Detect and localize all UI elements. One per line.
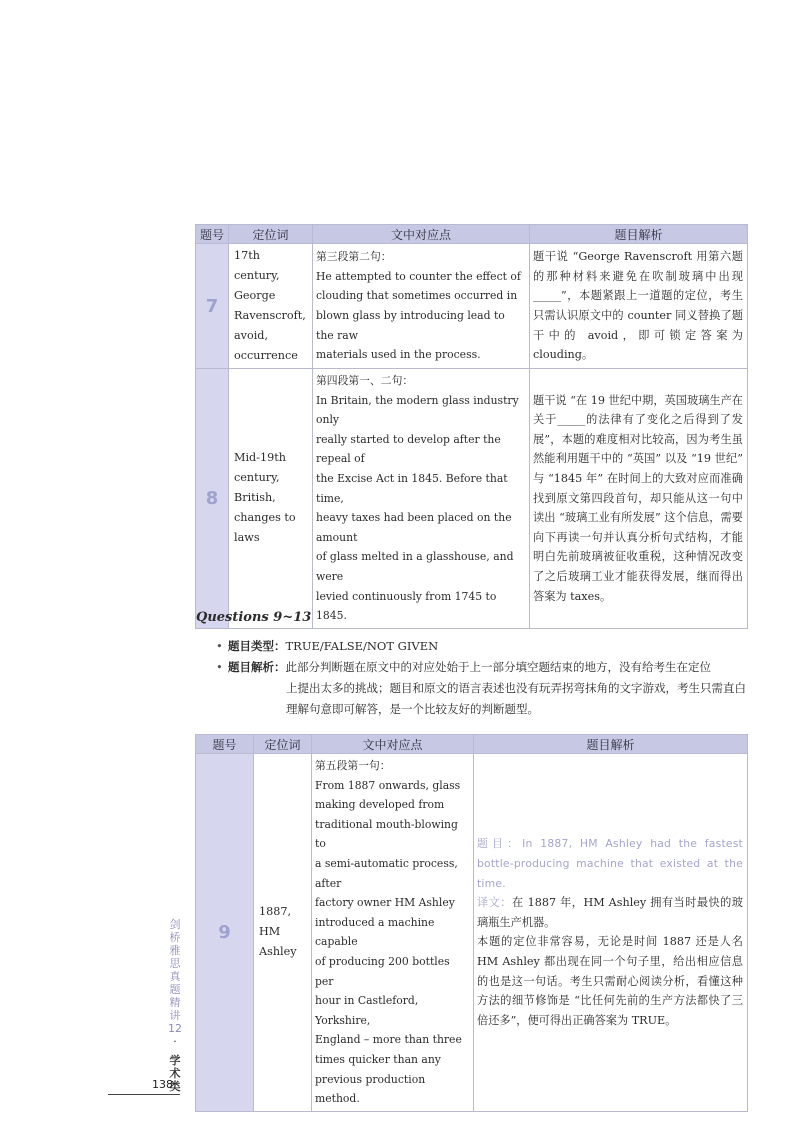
header-text-match: 文中对应点 bbox=[313, 225, 530, 244]
bullet-text: 此部分判断题在原文中的对应处始于上一部分填空题结束的地方，没有给考生在定位 bbox=[285, 660, 711, 674]
question-number: 7 bbox=[196, 244, 229, 369]
question-text: In 1887, HM Ashley had the fastest bottle-producing machine that existed at the time. bbox=[477, 837, 743, 890]
bullet-question-type bbox=[216, 636, 756, 657]
locator-cell: 17th century, George Ravenscroft, avoid, occurrence bbox=[229, 244, 313, 369]
header-locator: 定位词 bbox=[254, 735, 312, 754]
table-header-row bbox=[196, 735, 748, 754]
header-analysis: 题目解析 bbox=[474, 735, 748, 754]
locator-cell: Mid-19th century, British, changes to laws bbox=[229, 369, 313, 629]
text-match-cell: 第四段第一、二句： In Britain, the modern glass industry only really started to develop after the repeal of the Excise Act in 1845. Before that time, heavy taxes had been placed on the amount of glass melted in a glasshouse, and were levied continuously from 1745 to 1845. bbox=[313, 369, 530, 629]
table-row bbox=[196, 369, 748, 629]
header-question-number: 题号 bbox=[196, 225, 229, 244]
analysis-cell: 题干说 “George Ravenscroft 用第六题的那种材料来避免在吹制玻璃中出现_____”，本题紧跟上一道题的定位，考生只需认识原文中的 counter 同义替换了题干中的 avoid，即可锁定答案为 clouding。 bbox=[530, 244, 748, 369]
header-text-match: 文中对应点 bbox=[312, 735, 474, 754]
bullet-label: 题目类型： bbox=[228, 639, 286, 653]
bullet-text-continued: 上提出太多的挑战；题目和原文的语言表述也没有玩弄拐弯抹角的文字游戏，考生只需直白理解句意即可解答，是一个比较友好的判断题型。 bbox=[286, 681, 746, 716]
page-number: 138 bbox=[152, 1078, 173, 1091]
section-title: Questions 9~13 bbox=[196, 610, 312, 625]
table-row bbox=[196, 244, 748, 369]
footer-rule bbox=[108, 1094, 180, 1095]
series-title: 剑桥雅思真题精讲12 bbox=[168, 918, 182, 1035]
table-header-row bbox=[196, 225, 748, 244]
question-number: 8 bbox=[196, 369, 229, 629]
header-analysis: 题目解析 bbox=[530, 225, 748, 244]
header-locator: 定位词 bbox=[229, 225, 313, 244]
series-subtitle: 学术类 bbox=[169, 1054, 181, 1093]
question-label: 题目： bbox=[477, 837, 523, 851]
analysis-cell bbox=[474, 754, 748, 1112]
question-line bbox=[477, 834, 743, 893]
locator-cell: 1887, HM Ashley bbox=[254, 754, 312, 1112]
translation-line bbox=[477, 893, 743, 932]
book-series-sidebar bbox=[168, 918, 182, 1093]
analysis-text: 本题的定位非常容易，无论是时间 1887 还是人名 HM Ashley 都出现在同一个句子里，给出相应信息的也是这一句话。考生只需耐心阅读分析，看懂这种方法的细节修饰是 “比任何先前的生产方法都快了三倍还多”，便可得出正确答案为 TRUE。 bbox=[477, 935, 743, 1027]
bullet-label: 题目解析： bbox=[228, 660, 286, 674]
bullet-question-analysis bbox=[216, 657, 756, 720]
analysis-cell: 题干说 “在 19 世纪中期，英国玻璃生产在关于_____的法律有了变化之后得到了发展”，本题的难度相对比较高，因为考生虽然能利用题干中的 “英国” 以及 “19 世纪” 与 “1845 年” 在时间上的大致对应而准确找到原文第四段首句，却只能从这一句中读出 “玻璃工业有所发展” 这个信息，需要向下再读一句并认真分析句式结构，才能明白先前玻璃被征收重税，这种情况改变了之后玻璃工业才能获得发展，继而得出答案为 taxes。 bbox=[530, 369, 748, 629]
text-match-cell: 第三段第二句： He attempted to counter the effect of clouding that sometimes occurred in blown glass by introducing lead to the raw materials used in the process. bbox=[313, 244, 530, 369]
question-number: 9 bbox=[196, 754, 254, 1112]
table-row bbox=[196, 754, 748, 1112]
text-match-cell: 第五段第一句： From 1887 onwards, glass making developed from traditional mouth-blowing to a semi-automatic process, after factory owner HM Ashley introduced a machine capable of producing 200 bottles per hour in Castleford, Yorkshire, England – more than three times quicker than any previous production method. bbox=[312, 754, 474, 1112]
header-question-number: 题号 bbox=[196, 735, 254, 754]
bullet-text: TRUE/FALSE/NOT GIVEN bbox=[285, 639, 439, 653]
translation-label: 译文： bbox=[477, 896, 512, 910]
answer-table-1 bbox=[195, 224, 748, 629]
answer-table-2 bbox=[195, 734, 748, 1112]
translation-text: 在 1887 年，HM Ashley 拥有当时最快的玻璃瓶生产机器。 bbox=[477, 896, 743, 929]
series-dot: · bbox=[173, 1035, 177, 1048]
section-bullets bbox=[216, 636, 756, 720]
